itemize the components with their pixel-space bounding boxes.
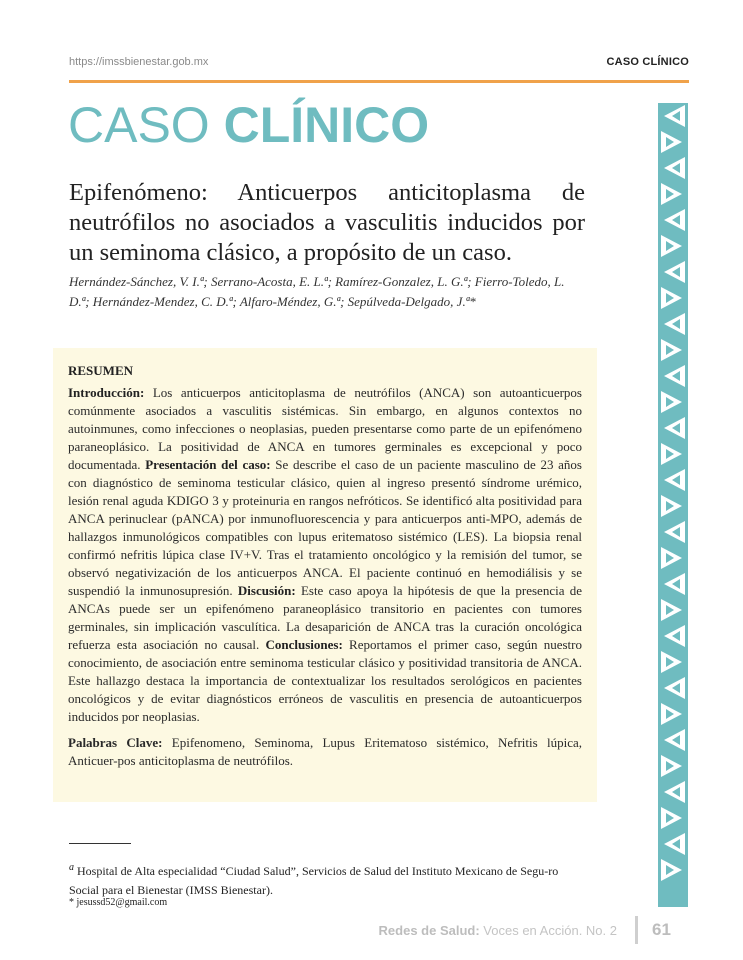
affiliation-footnote bbox=[69, 858, 589, 900]
case-text: Se describe el caso de un paciente masculino de 23 años con diagnóstico de seminoma testicular clásico, quien al ingreso presentó síndrome urémico, lesión renal aguda KDIGO 3 y proteinuria en rangos nefróticos. Se identificó alta positividad para ANCA perinuclear (pANCA) por inmunofluorescencia y para anticuerpos anti-MPO, además de hallazgos inmunológicos compatibles con lupus eritematoso sistémico (LES). La biopsia renal confirmó nefritis lúpica clase IV+V. Tras el tratamiento oncológico y la remisión del tumor, se observó negativización de los anticuerpos ANCA. El paciente continuó en hemodiálisis y se suspendió la inmunosupresión. bbox=[68, 457, 582, 598]
banner-word-light: CASO bbox=[68, 97, 210, 153]
keywords bbox=[68, 734, 582, 770]
section-banner bbox=[68, 97, 430, 153]
section-label: CASO CLÍNICO bbox=[606, 56, 689, 68]
case-label: Presentación del caso: bbox=[145, 457, 271, 472]
keywords-label: Palabras Clave: bbox=[68, 735, 163, 750]
banner-word-bold: CLÍNICO bbox=[223, 97, 430, 153]
journal-name-rest: Voces en Acción. No. 2 bbox=[479, 923, 617, 938]
footnote-rule bbox=[69, 843, 131, 844]
journal-name-bold: Redes de Salud: bbox=[378, 923, 480, 938]
decorative-pattern-strip bbox=[658, 103, 688, 907]
article-title: Epifenómeno: Anticuerpos anticitoplasma de neutrófilos no asociados a vasculitis inducidos por un seminoma clásico, a propósito de un caso. bbox=[69, 179, 585, 266]
author-list: Hernández-Sánchez, V. I.ª; Serrano-Acosta, E. L.ª; Ramírez-Gonzalez, L. G.ª; Fierro-Toledo, L. D.ª; Hernández-Mendez, C. D.ª; Alfaro-Méndez, G.ª; Sepúlveda-Delgado, J.ª* bbox=[69, 274, 565, 309]
abstract-heading: RESUMEN bbox=[68, 363, 134, 378]
affiliation-mark: a bbox=[69, 862, 74, 873]
affiliation-text: Hospital de Alta especialidad “Ciudad Salud”, Servicios de Salud del Instituto Mexicano de Segu-ro Social para el Bienestar (IMSS Bienestar). bbox=[69, 864, 559, 897]
intro-label: Introducción: bbox=[68, 385, 145, 400]
conclusions-text: Reportamos el primer caso, según nuestro conocimiento, de asociación entre seminoma testicular clásico y positividad transitoria de ANCA. Este hallazgo destaca la importancia de contextualizar los resultados serológicos en pacientes oncológicos y de evitar diagnósticos erróneos de vasculitis en presencia de autoanticuerpos inducidos por neoplasias. bbox=[68, 637, 582, 724]
conclusions-label: Conclusiones: bbox=[265, 637, 343, 652]
discussion-label: Discusión: bbox=[237, 583, 296, 598]
journal-name bbox=[379, 923, 617, 938]
keywords-text: Epifenomeno, Seminoma, Lupus Eritematoso sistémico, Nefritis lúpica, Anticuer-pos anticitoplasma de neutrófilos. bbox=[68, 735, 582, 768]
discussion-text: Este caso apoya la hipótesis de que la presencia de ANCAs puede ser un epifenómeno paraneoplásico transitorio en pacientes con tumores germinales, sin implicación vasculítica. La desaparición de ANCA tras la curación oncológica refuerza esta asociación no causal. bbox=[68, 583, 582, 652]
header-url: https://imssbienestar.gob.mx bbox=[69, 56, 209, 68]
page-number: 61 bbox=[652, 920, 671, 939]
abstract-body bbox=[68, 384, 582, 726]
abstract-box bbox=[53, 348, 597, 802]
intro-text: Los anticuerpos anticitoplasma de neutrófilos (ANCA) son autoanticuerpos comúnmente asociados a vasculitis sistémicas. Sin embargo, en algunos contextos no autoinmunes, como infecciones o neoplasias, pueden presentarse como parte de un epifenómeno paraneoplásico. La positividad de ANCA en tumores germinales es excepcional y poco documentada. bbox=[68, 385, 582, 472]
contact-email: * jesussd52@gmail.com bbox=[69, 897, 168, 908]
header-rule bbox=[69, 80, 689, 83]
page-separator bbox=[635, 916, 638, 944]
